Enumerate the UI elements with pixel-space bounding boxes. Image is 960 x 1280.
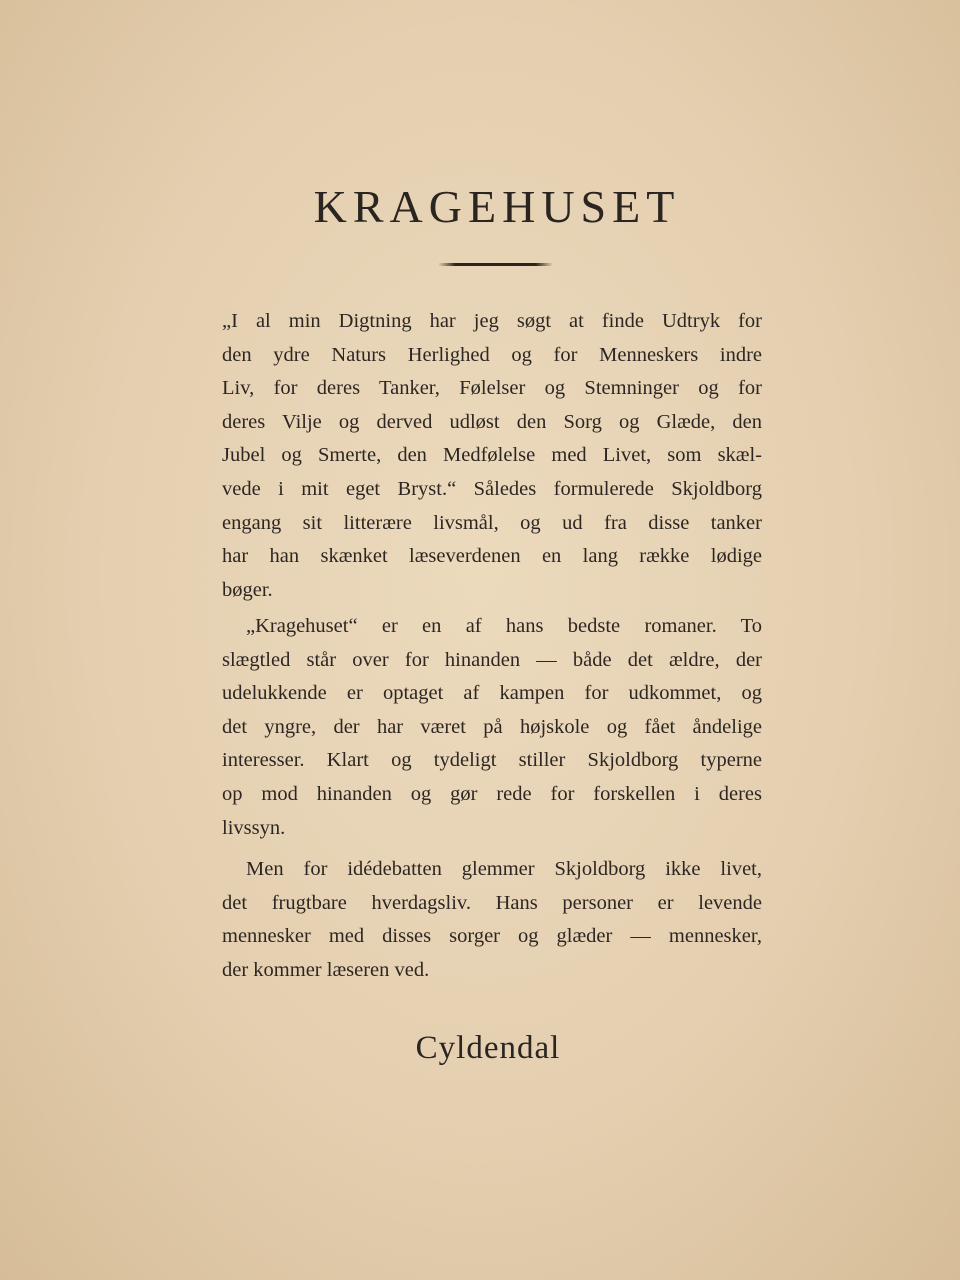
text-line: livssyn. (222, 816, 286, 839)
text-line: deres Vilje og derved udløst den Sorg og Glæde, den (222, 410, 762, 433)
text-line: det yngre, der har været på højskole og fået åndelige (222, 715, 762, 738)
text-line: den ydre Naturs Herlighed og for Menneskers indre (222, 343, 762, 366)
text-line: Jubel og Smerte, den Medfølelse med Livet, som skæl- (222, 444, 762, 467)
text-line: der kommer læseren ved. (222, 958, 430, 981)
text-line: interesser. Klart og tydeligt stiller Skjoldborg typerne (222, 749, 762, 772)
text-line: mennesker med disses sorger og glæder — mennesker, (222, 925, 762, 948)
text-line: engang sit litterære livsmål, og ud fra disse tanker (222, 511, 762, 534)
text-line: udelukkende er optaget af kampen for udkommet, og (222, 682, 762, 705)
text-line: har han skænket læseverdenen en lang række lødige (222, 545, 762, 568)
publisher-name: Cyldendal (415, 1030, 561, 1066)
text-line: op mod hinanden og gør rede for forskellen i deres (222, 782, 762, 805)
paragraph-2 (222, 610, 762, 845)
title-divider (438, 263, 553, 266)
text-line: „I al min Digtning har jeg søgt at finde Udtryk for (222, 310, 762, 332)
text-line: slægtled står over for hinanden — både det ældre, der (222, 648, 762, 671)
text-line: bøger. (222, 578, 273, 601)
page-title: KRAGEHUSET (313, 181, 681, 232)
text-line: „Kragehuset“ er en af hans bedste romaner. To (246, 615, 762, 637)
text-line: Liv, for deres Tanker, Følelser og Stemninger og for (222, 377, 762, 400)
paragraph-3 (222, 853, 762, 987)
text-line: det frugtbare hverdagsliv. Hans personer er levende (222, 891, 762, 914)
paragraph-1 (222, 305, 762, 607)
text-line: vede i mit eget Bryst.“ Således formulerede Skjoldborg (222, 477, 762, 500)
text-line: Men for idédebatten glemmer Skjoldborg ikke livet, (246, 858, 762, 880)
